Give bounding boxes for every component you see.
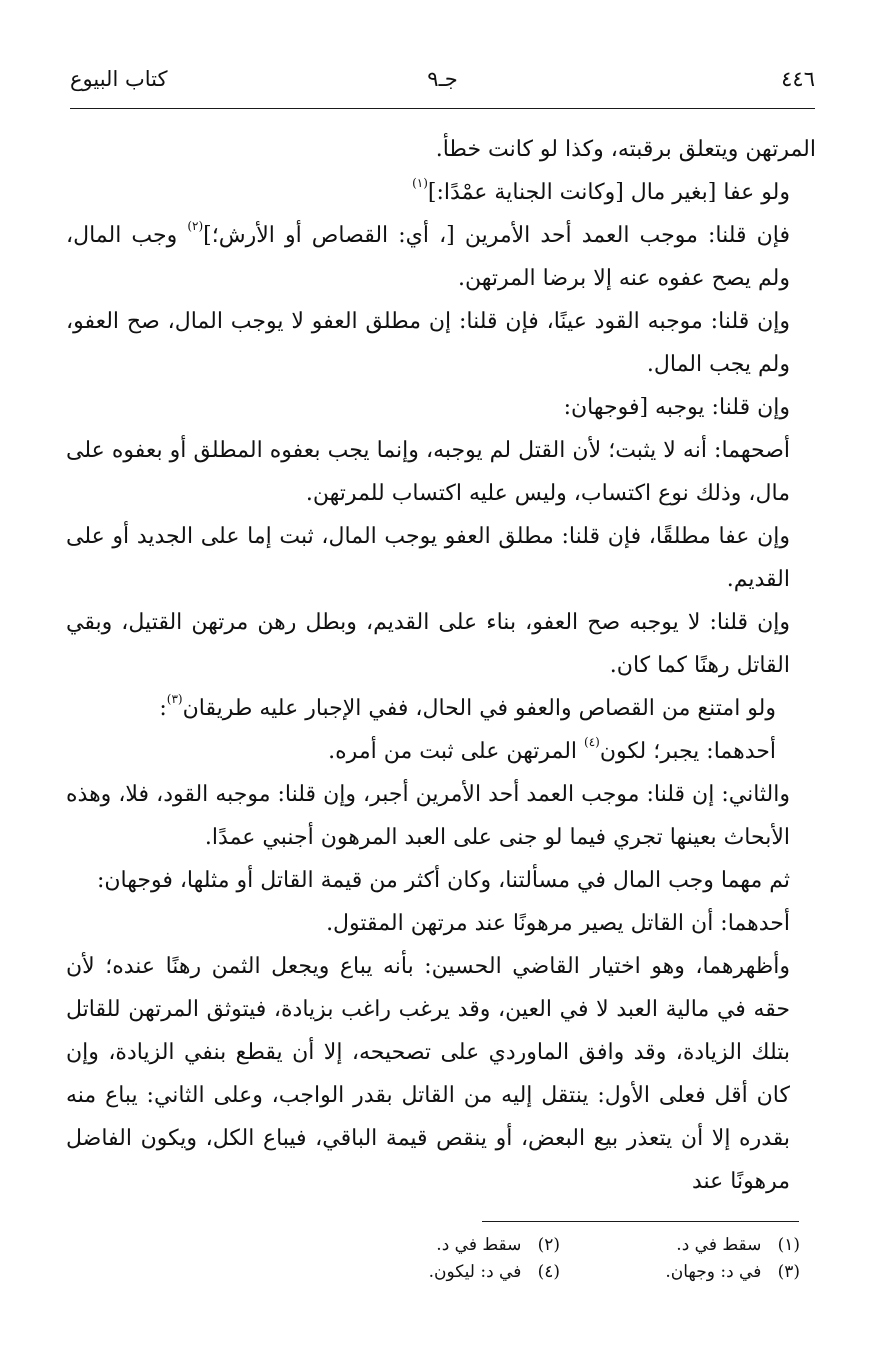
footnote-marker[interactable]: (٤) (584, 735, 600, 749)
book-title: كتاب البيوع (70, 67, 168, 91)
paragraph: وإن قلنا: موجبه القود عينًا، فإن قلنا: إن مطلق العفو لا يوجب المال، صح العفو، ولم يجب المال. (66, 309, 790, 377)
main-text (66, 128, 816, 1203)
footnote-item: (٣) في د: وجهان. (665, 1262, 800, 1282)
paragraph: أحدهما: يجبر؛ لكون$^{(٤)}$ المرتهن على ثبت من أمره. (328, 735, 776, 764)
paragraph: وأظهرهما، وهو اختيار القاضي الحسين: بأنه يباع ويجعل الثمن رهنًا عنده؛ لأن حقه في مالية العبد لا في العين، وقد يرغب راغب بزيادة، فيتوثق المرتهن للقاتل بتلك الزيادة، وقد وافق الماوردي على تصحيحه، إلا أن يقطع بنفي الزيادة، وإن كان أقل فعلى الأول: ينتقل إليه من القاتل بقدر الواجب، وعلى الثاني: يباع منه بقدره إلا أن يتعذر بيع البعض، أو ينقص قيمة الباقي، فيباع الكل، ويكون الفاضل مرهونًا عند (66, 954, 790, 1194)
footnote-marker[interactable]: (١) (412, 176, 428, 190)
footnote-marker[interactable]: (٣) (166, 692, 183, 706)
footnote-marker[interactable]: (٢) (187, 219, 204, 233)
paragraph: وإن قلنا: يوجبه [فوجهان: (563, 395, 790, 420)
header-rule (70, 108, 815, 109)
footnote-item: (٤) في د: ليكون. (428, 1262, 560, 1282)
paragraph: أصحهما: أنه لا يثبت؛ لأن القتل لم يوجبه، وإنما يجب بعفوه المطلق أو بعفوه على مال، وذلك نوع اكتساب، وليس عليه اكتساب للمرتهن. (66, 438, 790, 506)
paragraph: ولو امتنع من القصاص والعفو في الحال، ففي الإجبار عليه طريقان$^{(٣)}$: (159, 692, 776, 721)
paragraph: والثاني: إن قلنا: موجب العمد أحد الأمرين أجبر، وإن قلنا: موجبه القود، فلا، وهذه الأبحاث بعينها تجري فيما لو جنى على العبد المرهون أجنبي عمدًا. (66, 782, 790, 850)
page-number: ٤٤٦ (781, 67, 815, 91)
footnote-rule (482, 1221, 799, 1222)
paragraph: وإن قلنا: لا يوجبه صح العفو، بناء على القديم، وبطل رهن مرتهن القتيل، وبقي القاتل رهنًا كما كان. (66, 610, 790, 678)
footnote-item: (١) سقط في د. (676, 1235, 800, 1255)
volume-number: جـ٩ (427, 67, 458, 91)
footnote-item: (٢) سقط في د. (436, 1235, 560, 1255)
paragraph: فإن قلنا: موجب العمد أحد الأمرين [، أي: القصاص أو الأرش؛]$^{(٢)}$ وجب المال، ولم يصح عفوه عنه إلا برضا المرتهن. (66, 219, 790, 291)
paragraph: ثم مهما وجب المال في مسألتنا، وكان أكثر من قيمة القاتل أو مثلها، فوجهان: (96, 868, 790, 893)
paragraph: ولو عفا [بغير مال [وكانت الجناية عمْدًا:]$^{(١)}$ (412, 176, 790, 205)
paragraph: أحدهما: أن القاتل يصير مرهونًا عند مرتهن المقتول. (326, 911, 790, 936)
paragraph: وإن عفا مطلقًا، فإن قلنا: مطلق العفو يوجب المال، ثبت إما على الجديد أو على القديم. (66, 524, 790, 592)
running-header (70, 64, 815, 96)
paragraph: المرتهن ويتعلق برقبته، وكذا لو كانت خطأ. (435, 137, 816, 162)
